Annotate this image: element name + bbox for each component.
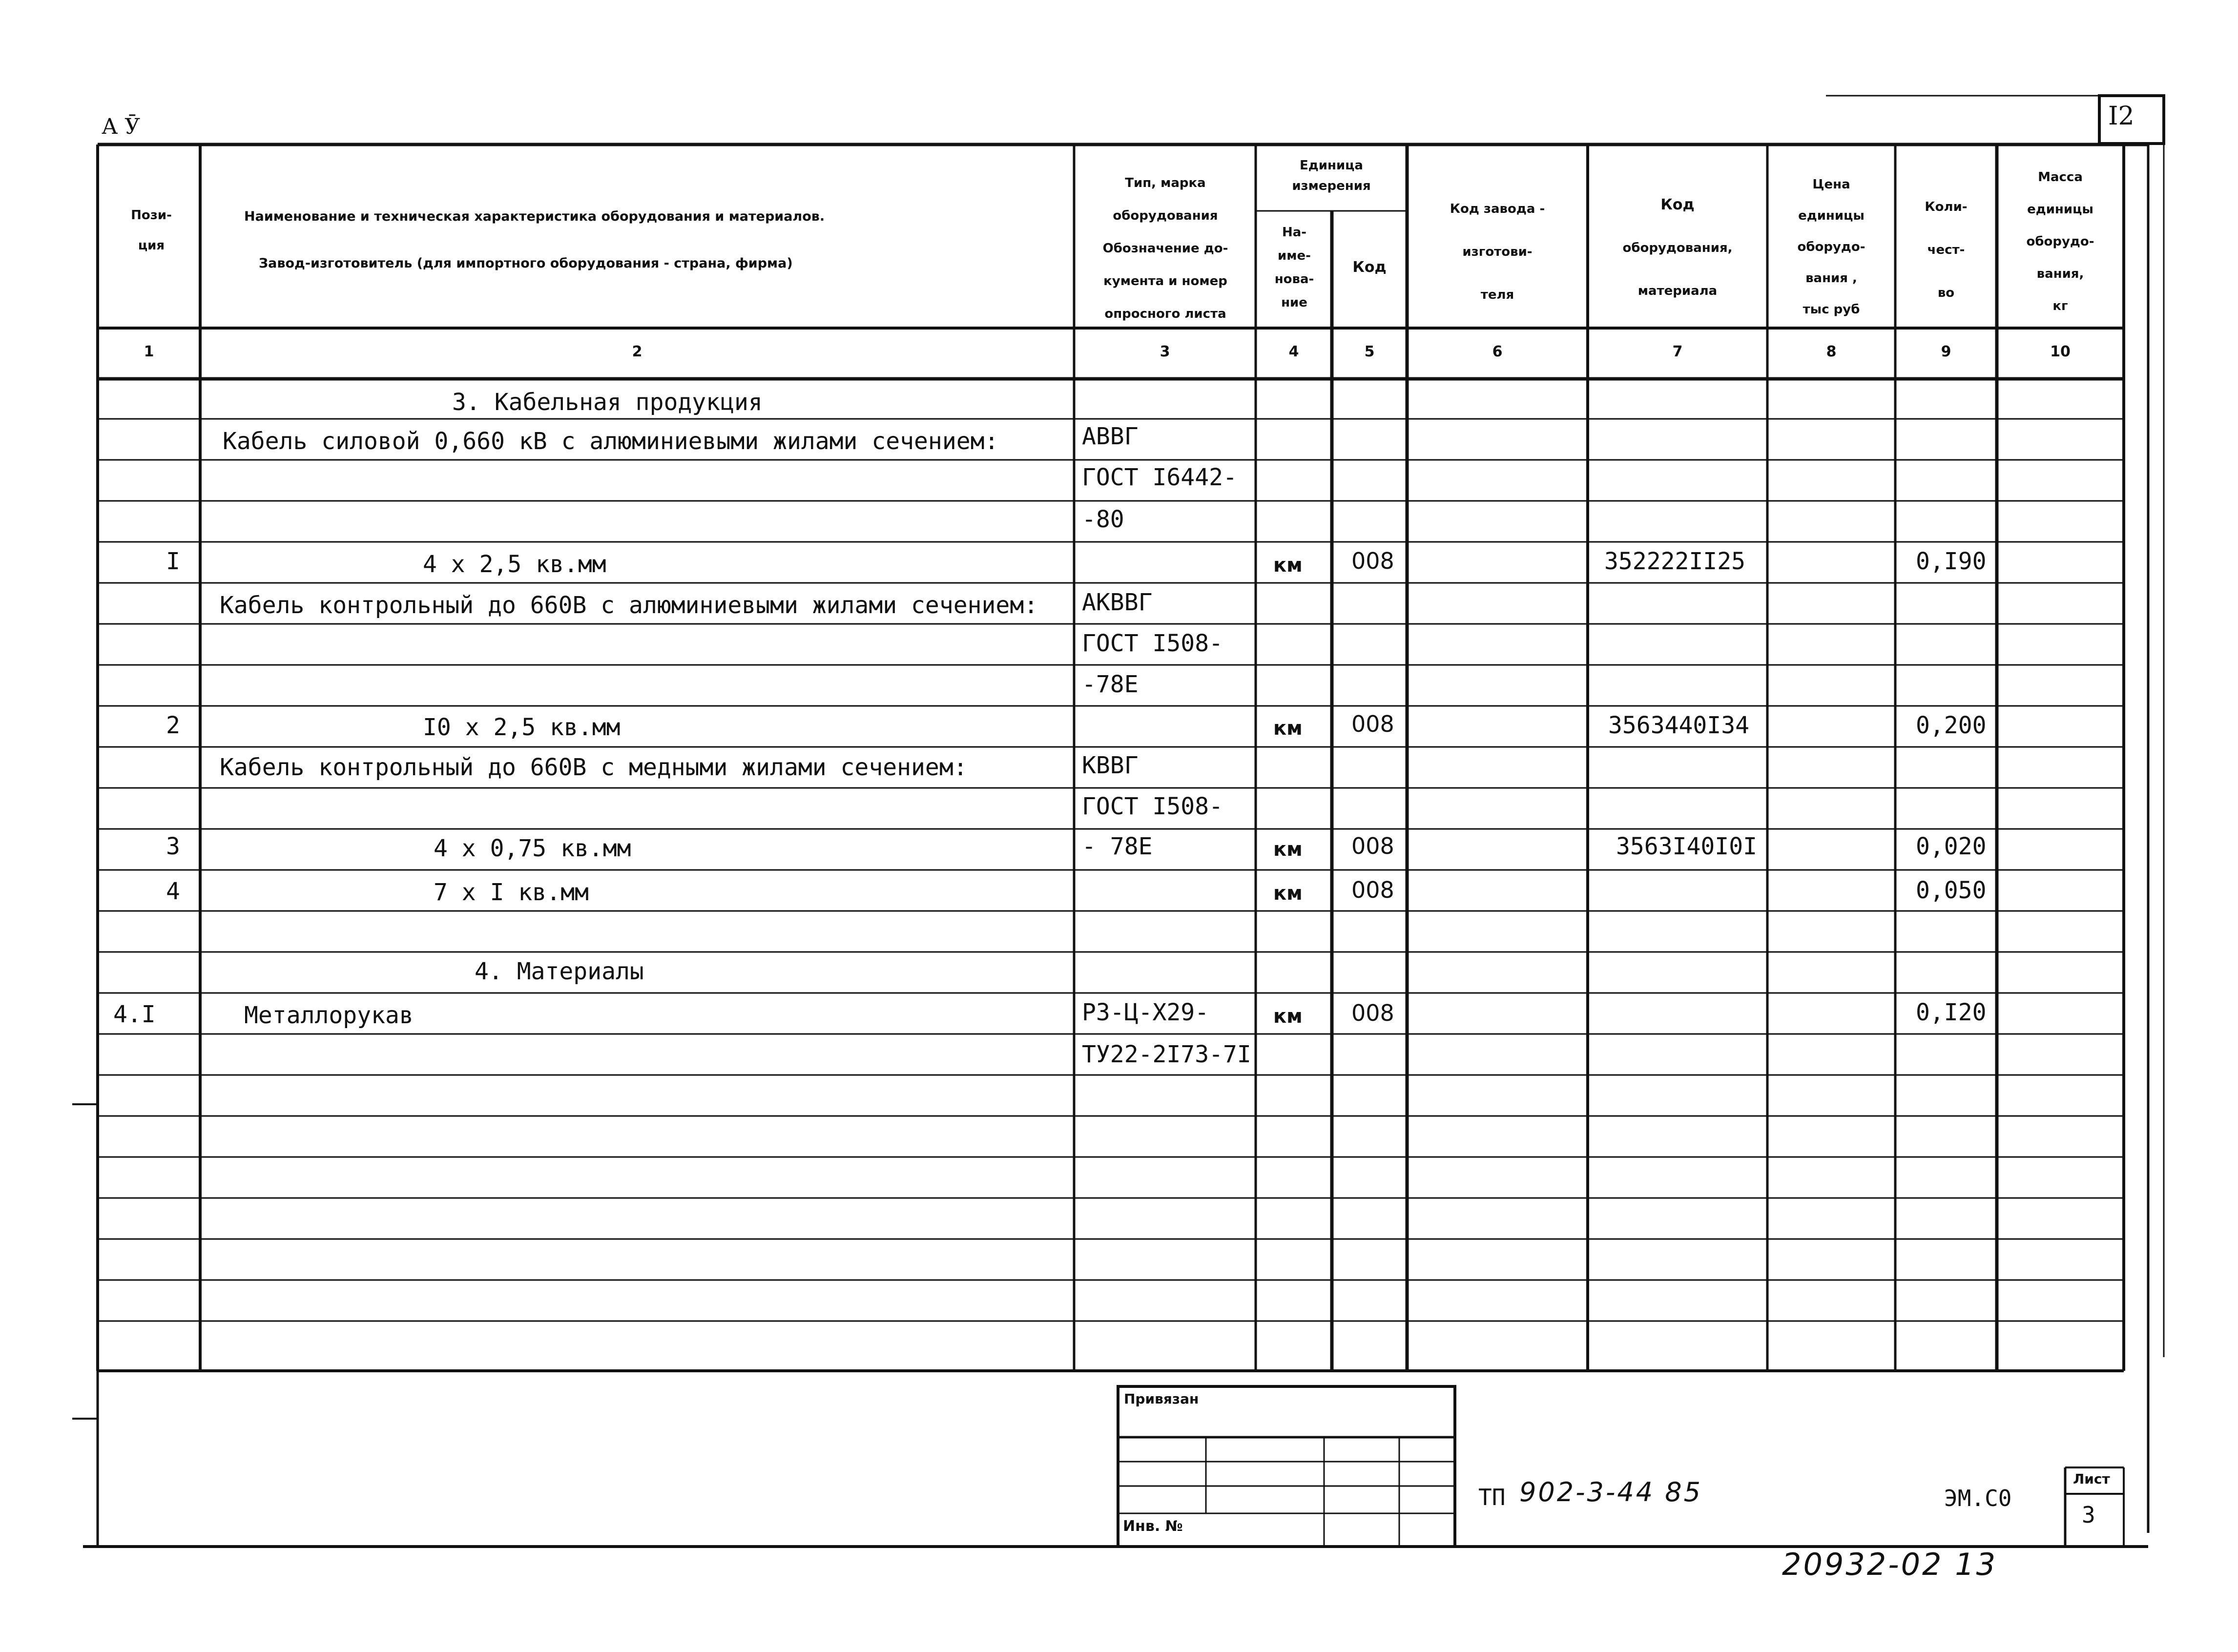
row-6-type: ГОСТ I508- — [1082, 630, 1223, 657]
header-price-l5: тыс руб — [1803, 302, 1860, 317]
header-mfr-code — [1407, 187, 1588, 316]
header-unit-l2: измерения — [1292, 179, 1371, 193]
header-price-l2: единицы — [1798, 208, 1865, 223]
header-qty-l3: во — [1937, 286, 1955, 300]
row-14-name: 4. Материалы — [475, 958, 644, 985]
header-equip-l3: материала — [1637, 284, 1718, 298]
row-4-unit: км — [1273, 554, 1303, 577]
header-mass-l2: единицы — [2027, 202, 2093, 217]
header-unit-name-l3: нова- — [1274, 272, 1314, 287]
row-11-name: 4 х 0,75 кв.мм — [434, 835, 631, 862]
stamp-sheet-no: 3 — [2082, 1502, 2095, 1528]
header-mfr-l1: Код завода - — [1450, 202, 1545, 216]
row-1-type: АВВГ — [1082, 423, 1139, 450]
row-10-type: ГОСТ I508- — [1082, 793, 1223, 820]
row-12-qty: 0,050 — [1916, 877, 1987, 904]
header-unit-name-l1: На- — [1282, 225, 1307, 240]
header-unit-name-l4: ние — [1281, 295, 1307, 310]
sheet-number-top: I2 — [2108, 102, 2134, 131]
header-price-l3: оборудо- — [1797, 240, 1865, 254]
row-11-qty: 0,020 — [1916, 833, 1987, 860]
stamp-bottom-number: 20932-02 13 — [1782, 1547, 1998, 1582]
header-mass-l1: Масса — [2038, 170, 2083, 185]
colnum-5: 5 — [1364, 343, 1375, 360]
colnum-6: 6 — [1492, 343, 1503, 360]
colnum-1: 1 — [144, 343, 154, 360]
row-15-unit: км — [1273, 1005, 1303, 1028]
header-price — [1767, 169, 1895, 325]
header-unit-group — [1256, 155, 1407, 196]
row-4-pos: I — [166, 548, 180, 575]
row-11-pos: 3 — [166, 833, 180, 860]
row-12-pos: 4 — [166, 878, 180, 905]
row-8-qty: 0,200 — [1916, 712, 1987, 739]
header-mass-l3: оборудо- — [2026, 234, 2094, 249]
row-11-unit: км — [1273, 838, 1303, 861]
colnum-10: 10 — [2050, 343, 2071, 360]
colnum-4: 4 — [1288, 343, 1299, 360]
row-4-name: 4 х 2,5 кв.мм — [423, 551, 606, 578]
header-price-l4: вания , — [1805, 271, 1857, 286]
row-8-code: 008 — [1351, 711, 1394, 737]
header-mfr-l3: теля — [1480, 288, 1514, 302]
row-11-equip-code: 3563I40I0I — [1616, 833, 1757, 860]
header-type-l4: кумента и номер — [1103, 274, 1227, 289]
row-8-pos: 2 — [166, 712, 180, 739]
row-5-type: АКВВГ — [1082, 589, 1153, 616]
header-price-l1: Цена — [1812, 177, 1850, 192]
row-5-name: Кабель контрольный до 660В с алюминиевыми жилами сечением: — [220, 592, 1038, 619]
header-position-l2: ция — [138, 238, 165, 253]
row-12-code: 008 — [1351, 877, 1394, 903]
row-3-type: -80 — [1082, 506, 1124, 533]
row-15-pos: 4.I — [113, 1001, 156, 1028]
row-4-qty: 0,I90 — [1916, 548, 1987, 575]
stamp-mark: ЭМ.С0 — [1944, 1485, 2012, 1511]
row-4-code: 008 — [1351, 548, 1394, 574]
header-equip-code — [1588, 184, 1767, 312]
row-8-equip-code: 3563440I34 — [1608, 712, 1749, 739]
header-type-l5: опросного листа — [1104, 307, 1226, 321]
row-8-unit: км — [1273, 717, 1303, 740]
header-name-l1: Наименование и техническая характеристика оборудования и материалов. — [244, 209, 825, 224]
stamp-doc-code: ТП — [1478, 1484, 1506, 1510]
header-type-l1: Тип, марка — [1125, 176, 1206, 190]
header-unit-name-l2: име- — [1278, 248, 1311, 263]
row-15-code: 008 — [1351, 1000, 1394, 1026]
header-qty-l1: Коли- — [1925, 200, 1968, 214]
row-12-unit: км — [1273, 882, 1303, 905]
header-equip-l2: оборудования, — [1622, 241, 1733, 255]
header-position-l1: Пози- — [131, 208, 172, 223]
row-9-type: КВВГ — [1082, 752, 1139, 779]
header-unit-l1: Единица — [1300, 158, 1363, 173]
row-4-equip-code: 352222II25 — [1604, 548, 1745, 575]
header-mass-l4: вания, — [2036, 267, 2084, 281]
header-name — [200, 193, 1118, 287]
header-unit-code: Код — [1352, 259, 1387, 276]
row-15-qty: 0,I20 — [1916, 999, 1987, 1026]
row-11-type: - 78Е — [1082, 833, 1153, 860]
row-0-name: 3. Кабельная продукция — [452, 389, 763, 416]
header-type-l2: оборудования — [1113, 208, 1218, 223]
colnum-8: 8 — [1826, 343, 1837, 360]
header-type — [1076, 167, 1255, 330]
colnum-3: 3 — [1160, 343, 1170, 360]
header-position — [103, 200, 200, 261]
stamp-doc-code-hand: 902-3-44 85 — [1519, 1477, 1702, 1507]
header-unit-name — [1258, 221, 1331, 314]
stamp-inv-no: Инв. № — [1123, 1518, 1183, 1535]
row-7-type: -78Е — [1082, 671, 1139, 698]
row-15-name: Металлорукав — [244, 1002, 414, 1029]
colnum-7: 7 — [1672, 343, 1683, 360]
header-mfr-l2: изготови- — [1462, 245, 1533, 259]
corner-mark: А Ӯ — [102, 114, 141, 139]
row-1-name: Кабель силовой 0,660 кВ с алюминиевыми жилами сечением: — [223, 428, 999, 455]
row-11-code: 008 — [1351, 833, 1394, 859]
header-name-l2: Завод-изготовитель (для импортного оборудования - страна, фирма) — [259, 256, 793, 271]
row-12-name: 7 х I кв.мм — [434, 879, 589, 906]
row-2-type: ГОСТ I6442- — [1082, 464, 1237, 491]
stamp-sheet-label: Лист — [2073, 1471, 2110, 1487]
header-qty — [1895, 186, 1997, 314]
header-mass-l5: кг — [2052, 299, 2068, 313]
row-15-type: Р3-Ц-Х29- — [1082, 999, 1209, 1026]
colnum-9: 9 — [1941, 343, 1951, 360]
header-type-l3: Обозначение до- — [1102, 241, 1228, 256]
row-9-name: Кабель контрольный до 660В с медными жилами сечением: — [220, 754, 968, 781]
header-equip-l1: Код — [1660, 196, 1695, 213]
colnum-2: 2 — [632, 343, 642, 360]
row-16-type: ТУ22-2I73-7I — [1082, 1041, 1251, 1068]
header-mass — [1997, 161, 2124, 322]
stamp-privyazan: Привязан — [1124, 1391, 1199, 1407]
header-qty-l2: чест- — [1927, 243, 1965, 257]
row-8-name: I0 х 2,5 кв.мм — [423, 714, 621, 741]
